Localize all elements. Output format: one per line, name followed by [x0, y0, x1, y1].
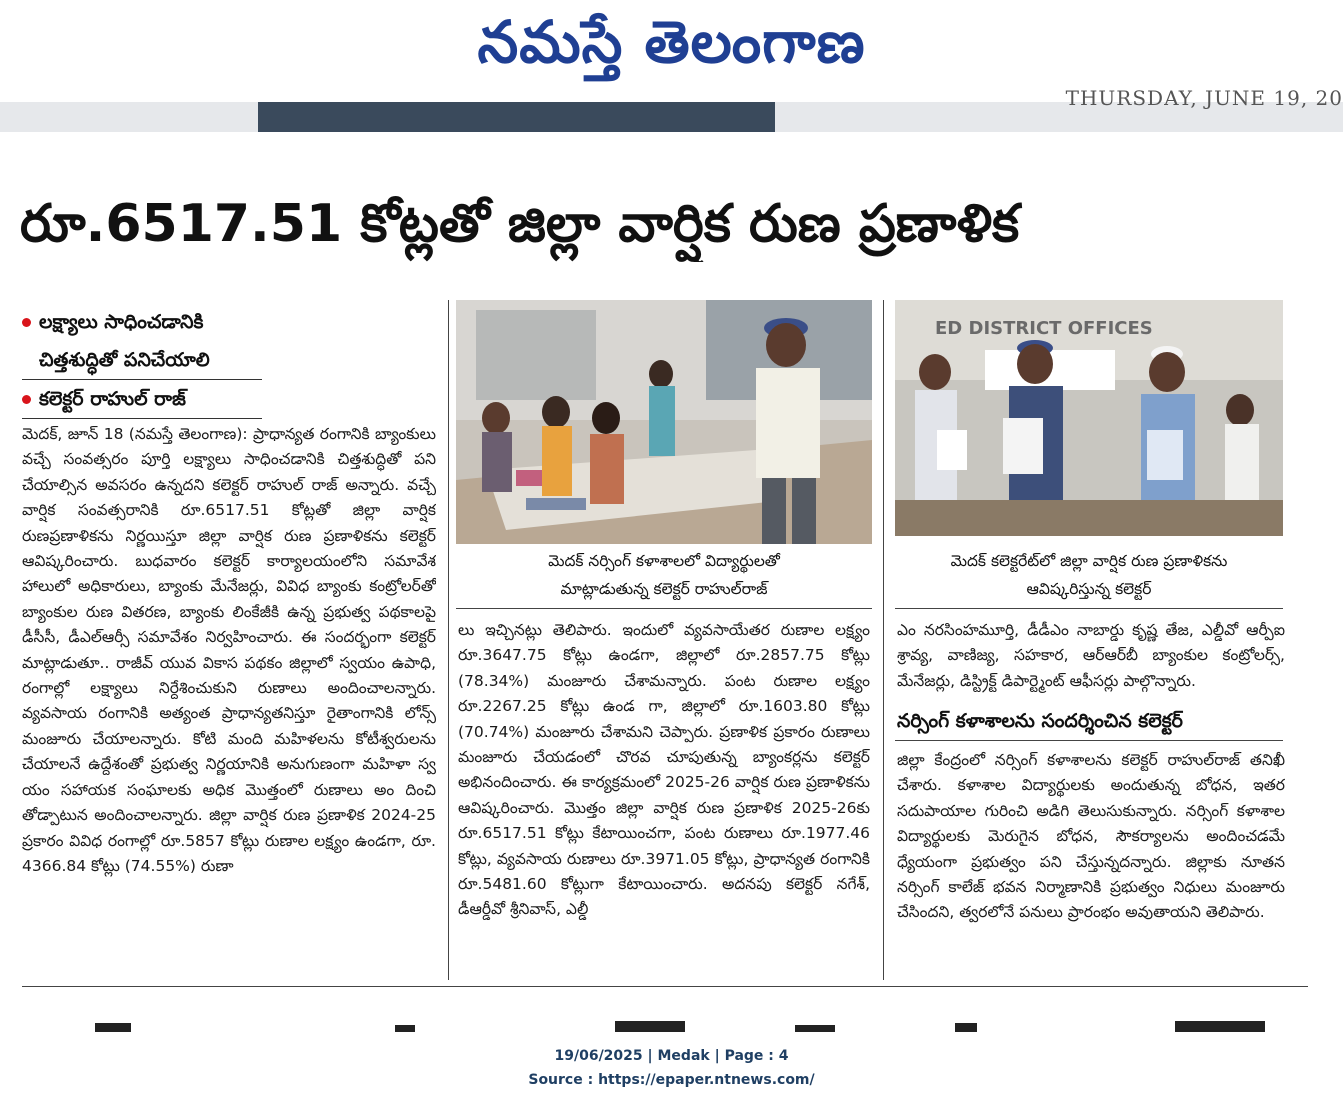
bullet-text: చిత్తశుద్ధితో పనిచేయాలి: [39, 349, 210, 371]
caption-divider: [895, 608, 1283, 609]
caption-line: మెదక్ నర్సింగ్ కళాశాలలో విద్యార్థులతో: [548, 552, 780, 570]
date-strip: THURSDAY, JUNE 19, 20: [1065, 86, 1343, 110]
newspaper-logo: నమస్తే తెలంగాణ: [477, 8, 866, 76]
article-headline: రూ.6517.51 కోట్లతో జిల్లా వార్షిక రుణ ప్రణాళిక: [20, 194, 1020, 254]
article-subheading: నర్సింగ్ కళాశాలను సందర్శించిన కలెక్టర్: [897, 710, 1183, 732]
photo-caption-left: [456, 547, 872, 603]
footer-date-page: 19/06/2025 | Medak | Page : 4: [554, 1048, 789, 1064]
top-band-accent: [258, 102, 775, 132]
bullet-text: కలెక్టర్ రాహుల్ రాజ్: [39, 388, 186, 410]
caption-line: మెదక్ కలెక్టరేట్‌లో జిల్లా వార్షిక రుణ ప్రణాళికను: [950, 552, 1228, 570]
bullet-item: [22, 380, 262, 418]
bullet-item-continued: [22, 341, 262, 379]
article-text: మెదక్, జూన్ 18 (నమస్తే తెలంగాణ): ప్రాధాన్యత రంగానికి బ్యాంకులు వచ్చే సంవత్సరం పూర్తి లక్ష్యాలు సాధించడానికి చిత్తశుద్ధితో పని చేయాల్సిన అవసరం ఉన్నదని కలెక్టర్ రాహుల్ రాజ్ అన్నారు. వచ్చే వార్షిక సంవత్సరానికి రూ.6517.51 కోట్లతో జిల్లా వార్షిక రుణప్రణాళికను నిర్ణయిస్తూ జిల్లా వార్షిక రుణ ప్రణాళికను కలెక్టర్ ఆవిష్కరించారు. బుధవారం కలెక్టర్ కార్యాలయంలోని సమావేశ హాలులో అధికారులు, బ్యాంకు మేనేజర్లు, వివిధ బ్యాంకు కంట్రోలర్‌తో బ్యాంకుల రుణ వితరణ, బ్యాంకు లింకేజీకి ఉన్న ప్రభుత్వ పథకాలపై డీసీసీ, డీఎల్ఆర్సీ సమావేశం నిర్వహించారు. ఈ సందర్భంగా కలెక్టర్ మాట్లాడుతూ.. రాజీవ్ యువ వికాస పథకం జిల్లాలో స్వయం ఉపాధి, రంగాల్లో లక్ష్యాలు నిర్దేశించుకుని రుణాలు అందించాలన్నారు. వ్యవసాయ రంగానికి అత్యంత ప్రాధాన్యతనిస్తూ రైతాంగానికి లోన్స్ మంజూరు చేయాలన్నారు. కోటి మంది మహిళలను కోటీశ్వరులను చేయాలనే ఉద్దేశంతో ప్రభుత్వ నిర్ణయానికి అనుగుణంగా మహిళా స్వ యం సహాయక సంఘాలకు అధిక మొత్తంలో రుణాలు అం దించి తోడ్పాటున అందించాలన్నారు. జిల్లా వార్షిక రుణ ప్రణాళిక 2024-25 ప్రకారం వివిధ రంగాల్లో రూ.5857 కోట్లు రుణాల లక్ష్యం ఉండగా, రూ. 4366.84 కోట్లు (74.55%) రుణా: [22, 425, 436, 875]
article-text: ఎం నరసింహమూర్తి, డీడీఎం నాబార్డు కృష్ణ తేజ, ఎల్డీవో ఆర్పీఐ శ్రావ్య, వాణిజ్య, సహకార, ఆర్ఆర్‌బీ బ్యాంకుల కంట్రోలర్స్, మేనేజర్లు, డిస్ట్రిక్ట్ డిపార్ట్మెంట్ ఆఫీసర్లు పాల్గొన్నారు.: [897, 621, 1285, 690]
article-column-1: [22, 422, 436, 974]
subheading-divider: [895, 740, 1283, 741]
highlight-bullets: [22, 303, 262, 419]
photo-sign-text: ED DISTRICT OFFICES: [935, 318, 1153, 339]
article-column-2: [458, 618, 870, 974]
article-bottom-rule: [22, 986, 1308, 987]
column-divider: [448, 300, 449, 980]
photo-nursing-college-image: [456, 300, 872, 544]
photo-credit-plan-release: [895, 300, 1283, 536]
caption-divider: [456, 608, 872, 609]
photo-credit-plan-release-image: [895, 300, 1283, 536]
column-divider: [883, 300, 884, 980]
photo-caption-right: [895, 547, 1283, 603]
caption-line: మాట్లాడుతున్న కలెక్టర్ రాహుల్‌రాజ్: [560, 580, 768, 598]
caption-line: ఆవిష్కరిస్తున్న కలెక్టర్: [1026, 580, 1152, 598]
bullet-dot-icon: [22, 395, 31, 404]
next-article-cut-strip: [95, 1018, 1265, 1032]
next-article-glyph-tops: [95, 1019, 1265, 1032]
article-column-3-top: [897, 618, 1285, 696]
bullet-divider: [22, 418, 262, 419]
article-text: లు ఇచ్చినట్లు తెలిపారు. ఇందులో వ్యవసాయేతర రుణాల లక్ష్యం రూ.3647.75 కోట్లు ఉండగా, జిల్లాలో రూ.2857.75 కోట్లు (78.34%) మంజూరు చేశామన్నారు. పంట రుణాల లక్ష్యం రూ.2267.25 కోట్లు ఉండ గా, జిల్లాలో రూ.1603.80 కోట్లు (70.74%) మంజూరు చేశామని చెప్పారు. ప్రణాళిక ప్రకారం రుణాలు మంజూరు చేయడంలో చొరవ చూపుతున్న బ్యాంకర్లను కలెక్టర్ అభినందించారు. ఈ కార్యక్రమంలో 2025-26 వార్షిక రుణ ప్రణాళికను ఆవిష్కరించారు. మొత్తం జిల్లా వార్షిక రుణ ప్రణాళిక 2025-26కు రూ.6517.51 కోట్లు కేటాయించగా, పంట రుణాలు రూ.1977.46 కోట్లు, వ్యవసాయ రుణాలు రూ.3971.05 కోట్లు, ప్రాధాన్యత రంగానికి రూ.5481.60 కోట్లుగా కేటాయించారు. అదనపు కలెక్టర్ నగేశ్, డీఆర్డీవో శ్రీనివాస్, ఎల్డీ: [458, 621, 870, 919]
bullet-text: లక్ష్యాలు సాధించడానికి: [39, 311, 204, 333]
footer-source: Source : https://epaper.ntnews.com/: [528, 1072, 815, 1088]
article-text: జిల్లా కేంద్రంలో నర్సింగ్ కళాశాలను కలెక్టర్ రాహుల్‌రాజ్ తనిఖీ చేశారు. కళాశాల విద్యార్థులకు అందుతున్న బోధన, ఇతర సదుపాయాల గురించి అడిగి తెలుసుకున్నారు. నర్సింగ్ కళాశాల విద్యార్థులకు మెరుగైన బోధన, సౌకర్యాలను అందించడమే ధ్యేయంగా ప్రభుత్వం పని చేస్తున్నదన్నారు. జిల్లాకు నూతన నర్సింగ్ కాలేజ్ భవన నిర్మాణానికి ప్రభుత్వం నిధులు మంజూరు చేసిందని, త్వరలోనే పనులు ప్రారంభం అవుతాయని తెలిపారు.: [897, 751, 1285, 922]
bullet-dot-icon: [22, 318, 31, 327]
article-column-3-bottom: [897, 748, 1285, 974]
photo-nursing-college: [456, 300, 872, 544]
bullet-item: [22, 303, 262, 341]
